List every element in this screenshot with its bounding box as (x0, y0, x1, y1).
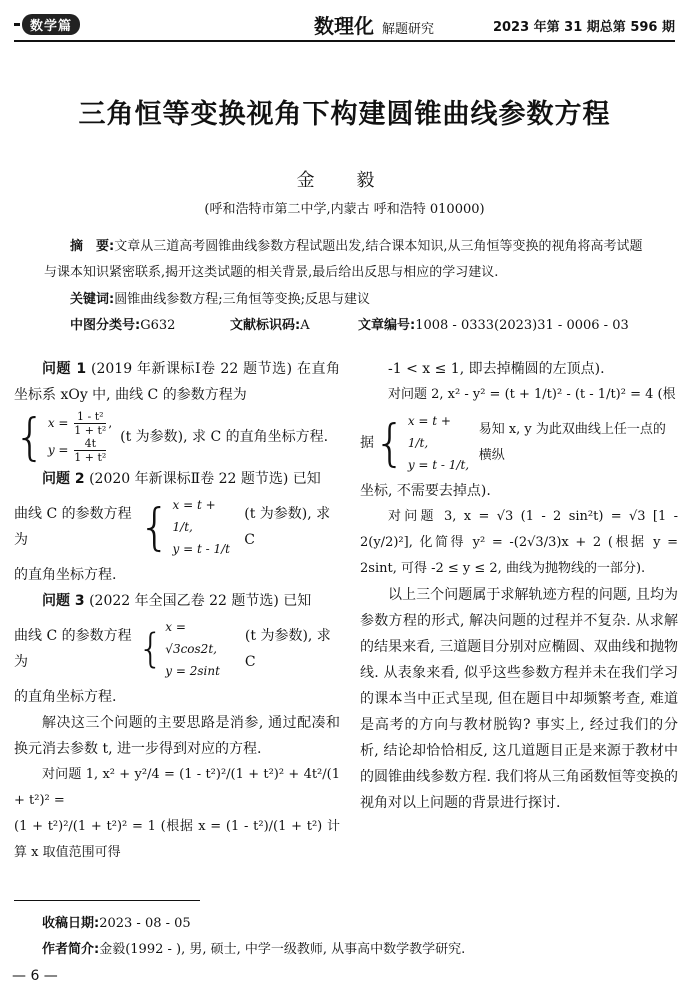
problem-1: 问题 1 (2019 年新课标Ⅰ卷 22 题节选) 在直角坐标系 xOy 中, 曲线 C 的参数方程为 (14, 361, 340, 403)
keywords: 关键词:圆锥曲线参数方程;三角恒等变换;反思与建议 (70, 292, 370, 307)
left-column: 问题 1 (2019 年新课标Ⅰ卷 22 题节选) 在直角坐标系 xOy 中, 曲线 C 的参数方程为 { x = $\frac{\text{1 - t²}}{\text{1 + t²}}$ , y = $\frac{4t}{\text{1 + t²}}$ (t 为参数), 求 C 的直角坐标方程. 问题 2 (2020 年新课标Ⅱ卷 22 题节选) 已知 曲线 C 的参数方程为 { x = t + 1/t, y = t - 1/t (t 为参数), 求 C 的直角坐标方程. 问题 3 (2022 年全国乙卷 22 题节选) 已知 曲线 C 的参数方程为 { x = √3cos2t, y = 2sint (t 为参数), 求 C 的直角坐标方程. 解决这三个问题的主要思路是消参, 通过配凑和换元消去参数 t, 进一步得到对应的方程. 对问题 1, x² + y²/4 = (1 - t²)²/(1 + t²)² + 4t²/(1 + t²)² = (1 + t²)²/(1 + t²)² = 1 (根据 x = (1 - t²)/(1 + t²) 计算 x 取值范围可得 (14, 356, 340, 866)
journal-column: 解题研究 (382, 22, 435, 37)
abstract-label: 摘 要: (70, 239, 115, 254)
solution-2: 对问题 2, x² - y² = (t + 1/t)² - (t - 1/t)² = 4 (根 (388, 387, 676, 402)
affiliation: (呼和浩特市第二中学,内蒙古 呼和浩特 010000) (204, 202, 485, 217)
running-header (14, 10, 675, 40)
problem-3-equations: 曲线 C 的参数方程为 { x = √3cos2t, y = 2sint (t 为参数), 求 C (14, 620, 331, 678)
solution-1b: (1 + t²)²/(1 + t²)² = 1 (根据 x = (1 - t²)/(1 + t²) 计算 x 取值范围可得 (14, 819, 340, 860)
footnote-rule (14, 900, 200, 901)
journal-name: 数理化 (314, 14, 374, 38)
solution-3: 对问题 3, x = √3 (1 - 2 sin²t) = √3 [1 - 2(y/2)²], 化简得 y² = -(2√3/3)x + 2 (根据 y = 2sint, 可得 -2 ≤ y ≤ 2, 曲线为抛物线的一部分). (360, 509, 678, 576)
discussion: 以上三个问题属于求解轨迹方程的问题, 且均为参数方程的形式, 解决问题的过程并不复杂. 从求解的结果来看, 三道题目分别对应椭圆、双曲线和抛物线. 从表象来看, 似乎这些参数方程并未在我们学习的课本当中正式呈现, 但在题目中却频繁考查, 难道是高考的方向与教材脱钩? 事实上, 经过我们的分析, 结论却恰恰相反, 这几道题目正是来源于教材中的圆锥曲线参数方程. 我们将从三角函数恒等变换的视角对以上问题的背景进行探讨. (360, 587, 678, 811)
article-title: 三角恒等变换视角下构建圆锥曲线参数方程 (78, 99, 611, 130)
solution-1-end: -1 < x ≤ 1, 即去掉椭圆的左顶点). (388, 361, 605, 377)
received-date: 收稿日期:2023 - 08 - 05 (42, 916, 191, 931)
problem-2-equations: 曲线 C 的参数方程为 { x = t + 1/t, y = t - 1/t (t 为参数), 求 C (14, 498, 331, 556)
page-number: — 6 — (12, 968, 58, 984)
section-badge: 数学篇 (14, 14, 80, 34)
solution-2-equations: 据 { x = t + 1/t, y = t - 1/t, 易知 x, y 为此双曲线上任一点的横纵 (360, 414, 666, 472)
author: 金 毅 (296, 170, 393, 191)
problem-1-equations: { x = $\frac{\text{1 - t²}}{\text{1 + t²}}$ , y = $\frac{4t}{\text{1 + t²}}$ (t 为参数), 求 C 的直角坐标方程. (14, 408, 329, 466)
issue-info: 2023 年第 31 期总第 596 期 (492, 20, 675, 35)
classification: 中图分类号:G632 文献标识码:A 文章编号:1008 - 0333(2023)31 - 0006 - 03 (70, 318, 629, 333)
abstract-text: 文章从三道高考圆锥曲线参数方程试题出发,结合课本知识,从三角恒等变换的视角将高考试题与课本知识紧密联系,揭开这类试题的相关背景,最后给出反思与相应的学习建议. (44, 239, 643, 280)
header-rule (14, 40, 675, 42)
journal-brand (314, 10, 434, 39)
right-column: -1 < x ≤ 1, 即去掉椭圆的左顶点). 对问题 2, x² - y² = (t + 1/t)² - (t - 1/t)² = 4 (根 据 { x = t + 1/t, y = t - 1/t, 易知 x, y 为此双曲线上任一点的横纵 坐标, 不需要去掉点). 对问题 3, x = √3 (1 - 2 sin²t) = √3 [1 - 2(y/2)²], 化简得 y² = -(2√3/3)x + 2 (根据 y = 2sint, 可得 -2 ≤ y ≤ 2, 曲线为抛物线的一部分). 以上三个问题属于求解轨迹方程的问题, 且均为参数方程的形式, 解决问题的过程并不复杂. 从求解的结果来看, 三道题目分别对应椭圆、双曲线和抛物线. 从表象来看, 似乎这些参数方程并未在我们学习的课本当中正式呈现, 但在题目中却频繁考查, 难道是高考的方向与教材脱钩? 事实上, 经过我们的分析, 结论却恰恰相反, 这几道题目正是来源于教材中的圆锥曲线参数方程. 我们将从三角函数恒等变换的视角对以上问题的背景进行探讨. (360, 356, 678, 816)
solution-intro: 解决这三个问题的主要思路是消参, 通过配凑和换元消去参数 t, 进一步得到对应的方程. (14, 715, 340, 757)
problem-2: 问题 2 (2020 年新课标Ⅱ卷 22 题节选) 已知 (42, 471, 321, 487)
problem-3: 问题 3 (2022 年全国乙卷 22 题节选) 已知 (42, 593, 312, 609)
author-bio: 作者简介:金毅(1992 - ), 男, 硕士, 中学一级教师, 从事高中数学教学研究. (42, 942, 466, 957)
abstract (44, 234, 645, 286)
solution-1a: 对问题 1, x² + y²/4 = (1 - t²)²/(1 + t²)² + 4t²/(1 + t²)² = (14, 767, 340, 808)
